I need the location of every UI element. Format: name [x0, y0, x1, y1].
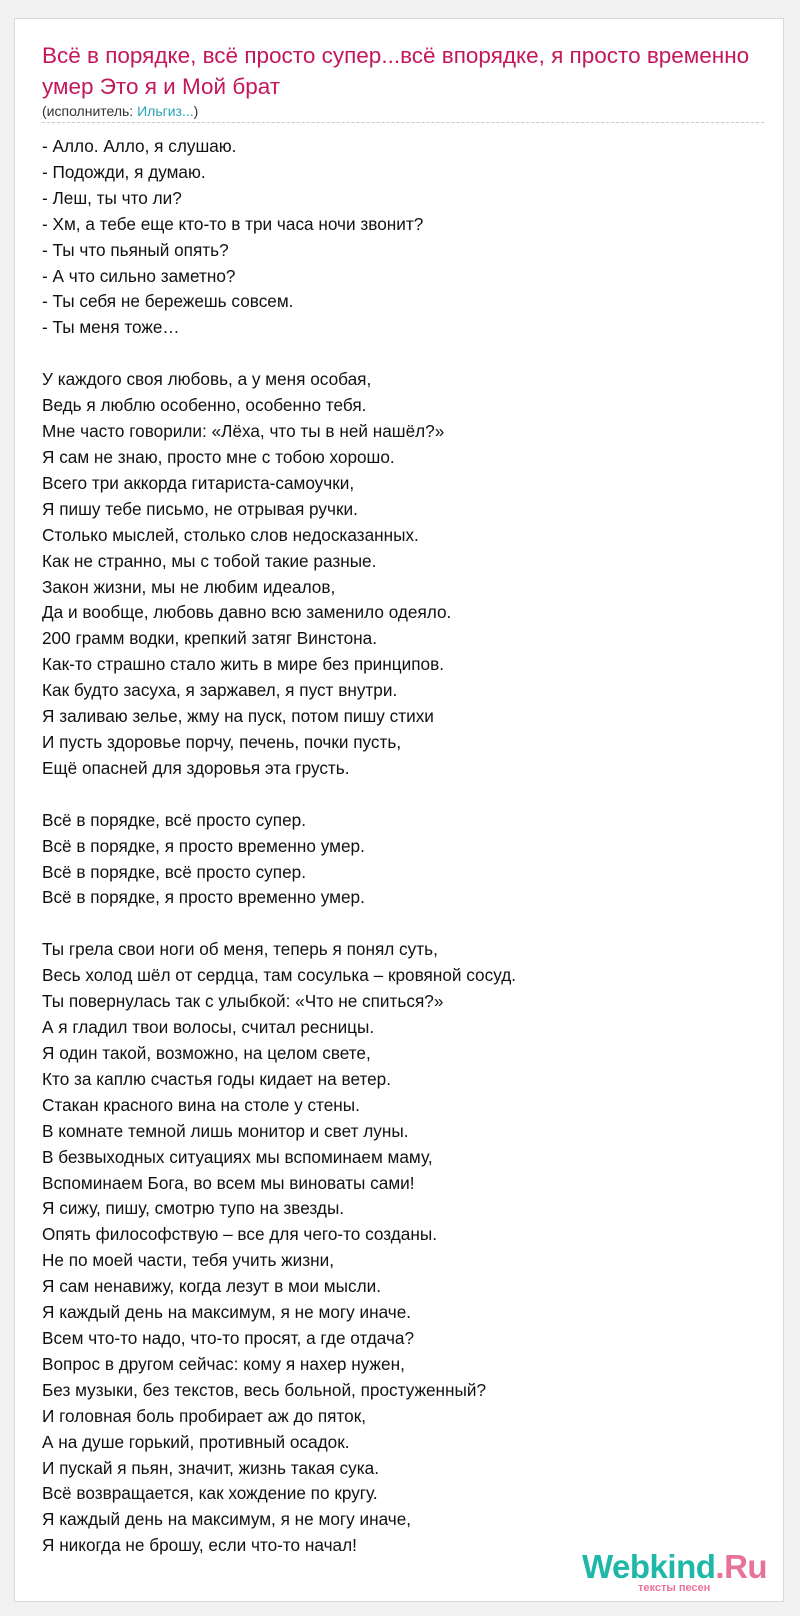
lyrics-line: - Алло. Алло, я слушаю. [42, 136, 237, 156]
lyrics-line: Как будто засуха, я заржавел, я пуст внутри. [42, 680, 398, 701]
lyrics-line: 200 грамм водки, крепкий затяг Винстона. [42, 628, 378, 649]
title-divider [42, 122, 764, 123]
lyrics-line: Всего три аккорда гитариста-самоучки, [42, 472, 355, 493]
lyrics-line: Вопрос в другом сейчас: кому я нахер нужен, [42, 1353, 405, 1374]
lyrics-stanza [42, 808, 762, 912]
lyrics-line: Без музыки, без текстов, весь больной, простуженный? [42, 1379, 487, 1400]
lyrics-line: Как не странно, мы с тобой такие разные. [42, 550, 377, 571]
lyrics-line: Кто за каплю счастья годы кидает на ветер. [42, 1068, 392, 1089]
lyrics-line: И пусть здоровье порчу, печень, почки пусть, [42, 731, 402, 752]
lyrics-line: Как-то страшно стало жить в мире без принципов. [42, 654, 444, 675]
logo-wordmark [582, 1548, 767, 1586]
lyrics-line: Стакан красного вина на столе у стены. [42, 1094, 360, 1115]
lyrics-line: - Ты меня тоже… [42, 317, 180, 338]
lyrics-line: Всё в порядке, я просто временно умер. [42, 887, 365, 908]
artist-prefix: (исполнитель: [42, 103, 138, 119]
lyrics-stanza [42, 367, 762, 782]
lyrics-line: Ты грела свои ноги об меня, теперь я понял суть, [42, 939, 438, 960]
lyrics-line: Я один такой, возможно, на целом свете, [42, 1043, 371, 1063]
logo-tagline: тексты песен [638, 1582, 711, 1594]
lyrics-line: Я сам не знаю, просто мне с тобою хорошо. [42, 446, 395, 467]
lyrics-line: Закон жизни, мы не любим идеалов, [42, 576, 336, 597]
artist-line [42, 102, 198, 120]
lyrics-body [42, 134, 762, 1585]
lyrics-line: Опять философствую – все для чего-то созданы. [42, 1224, 437, 1245]
lyrics-line: И пускай я пьян, значит, жизнь такая сука. [42, 1457, 379, 1478]
logo-name: Webkind [582, 1548, 716, 1585]
song-title: Всё в порядке, всё просто супер...всё впорядке, я просто временно умер Это я и Мой брат [42, 43, 750, 99]
lyrics-line: Ещё опасней для здоровья эта грусть. [42, 757, 350, 778]
lyrics-line: Всё возвращается, как хождение по кругу. [42, 1483, 378, 1504]
lyrics-line: Я пишу тебе письмо, не отрывая ручки. [42, 498, 358, 519]
lyrics-line: - Леш, ты что ли? [42, 187, 182, 208]
artist-link[interactable]: Ильгиз... [137, 103, 194, 119]
lyrics-line: Я каждый день на максимум, я не могу иначе, [42, 1509, 412, 1530]
lyrics-line: - А что сильно заметно? [42, 265, 236, 286]
lyrics-line: Я никогда не брошу, если что-то начал! [42, 1535, 357, 1556]
logo-tld: .Ru [715, 1548, 768, 1585]
lyrics-line: В безвыходных ситуациях мы вспоминаем маму, [42, 1146, 433, 1167]
lyrics-line: - Ты что пьяный опять? [42, 239, 229, 260]
lyrics-line: Мне часто говорили: «Лёха, что ты в ней нашёл?» [42, 421, 445, 442]
lyrics-stanza [42, 134, 762, 341]
lyrics-line: - Подожди, я думаю. [42, 161, 206, 182]
lyrics-line: Столько мыслей, столько слов недосказанных. [42, 524, 419, 545]
lyrics-line: А я гладил твои волосы, считал ресницы. [42, 1017, 375, 1038]
lyrics-line: Весь холод шёл от сердца, там сосулька – кровяной сосуд. [42, 965, 517, 986]
lyrics-line: Всё в порядке, я просто временно умер. [42, 835, 365, 856]
lyrics-line: Ты повернулась так с улыбкой: «Что не спиться?» [42, 991, 444, 1012]
lyrics-line: Всем что-то надо, что-то просят, а где отдача? [42, 1327, 415, 1348]
lyrics-line: - Хм, а тебе еще кто-то в три часа ночи звонит? [42, 213, 424, 234]
lyrics-line: Я сижу, пишу, смотрю тупо на звезды. [42, 1198, 345, 1219]
lyrics-line: Я сам ненавижу, когда лезут в мои мысли. [42, 1276, 381, 1297]
lyrics-line: А на душе горький, противный осадок. [42, 1431, 350, 1452]
lyrics-stanza [42, 937, 762, 1559]
site-logo[interactable] [582, 1548, 772, 1600]
lyrics-line: У каждого своя любовь, а у меня особая, [42, 369, 372, 390]
lyrics-line: Всё в порядке, всё просто супер. [42, 809, 306, 830]
lyrics-line: - Ты себя не бережешь совсем. [42, 291, 294, 312]
lyrics-line: Вспоминаем Бога, во всем мы виноваты сами! [42, 1172, 415, 1193]
lyrics-line: Всё в порядке, всё просто супер. [42, 861, 306, 882]
lyrics-line: Не по моей части, тебя учить жизни, [42, 1250, 335, 1271]
lyrics-line: Ведь я люблю особенно, особенно тебя. [42, 395, 367, 416]
lyrics-line: Я каждый день на максимум, я не могу иначе. [42, 1302, 412, 1323]
lyrics-line: В комнате темной лишь монитор и свет луны. [42, 1120, 409, 1141]
lyrics-line: Да и вообще, любовь давно всю заменило одеяло. [42, 602, 452, 623]
lyrics-line: И головная боль пробирает аж до пяток, [42, 1405, 366, 1426]
lyrics-line: Я заливаю зелье, жму на пуск, потом пишу стихи [42, 706, 434, 727]
artist-suffix: ) [193, 103, 199, 119]
